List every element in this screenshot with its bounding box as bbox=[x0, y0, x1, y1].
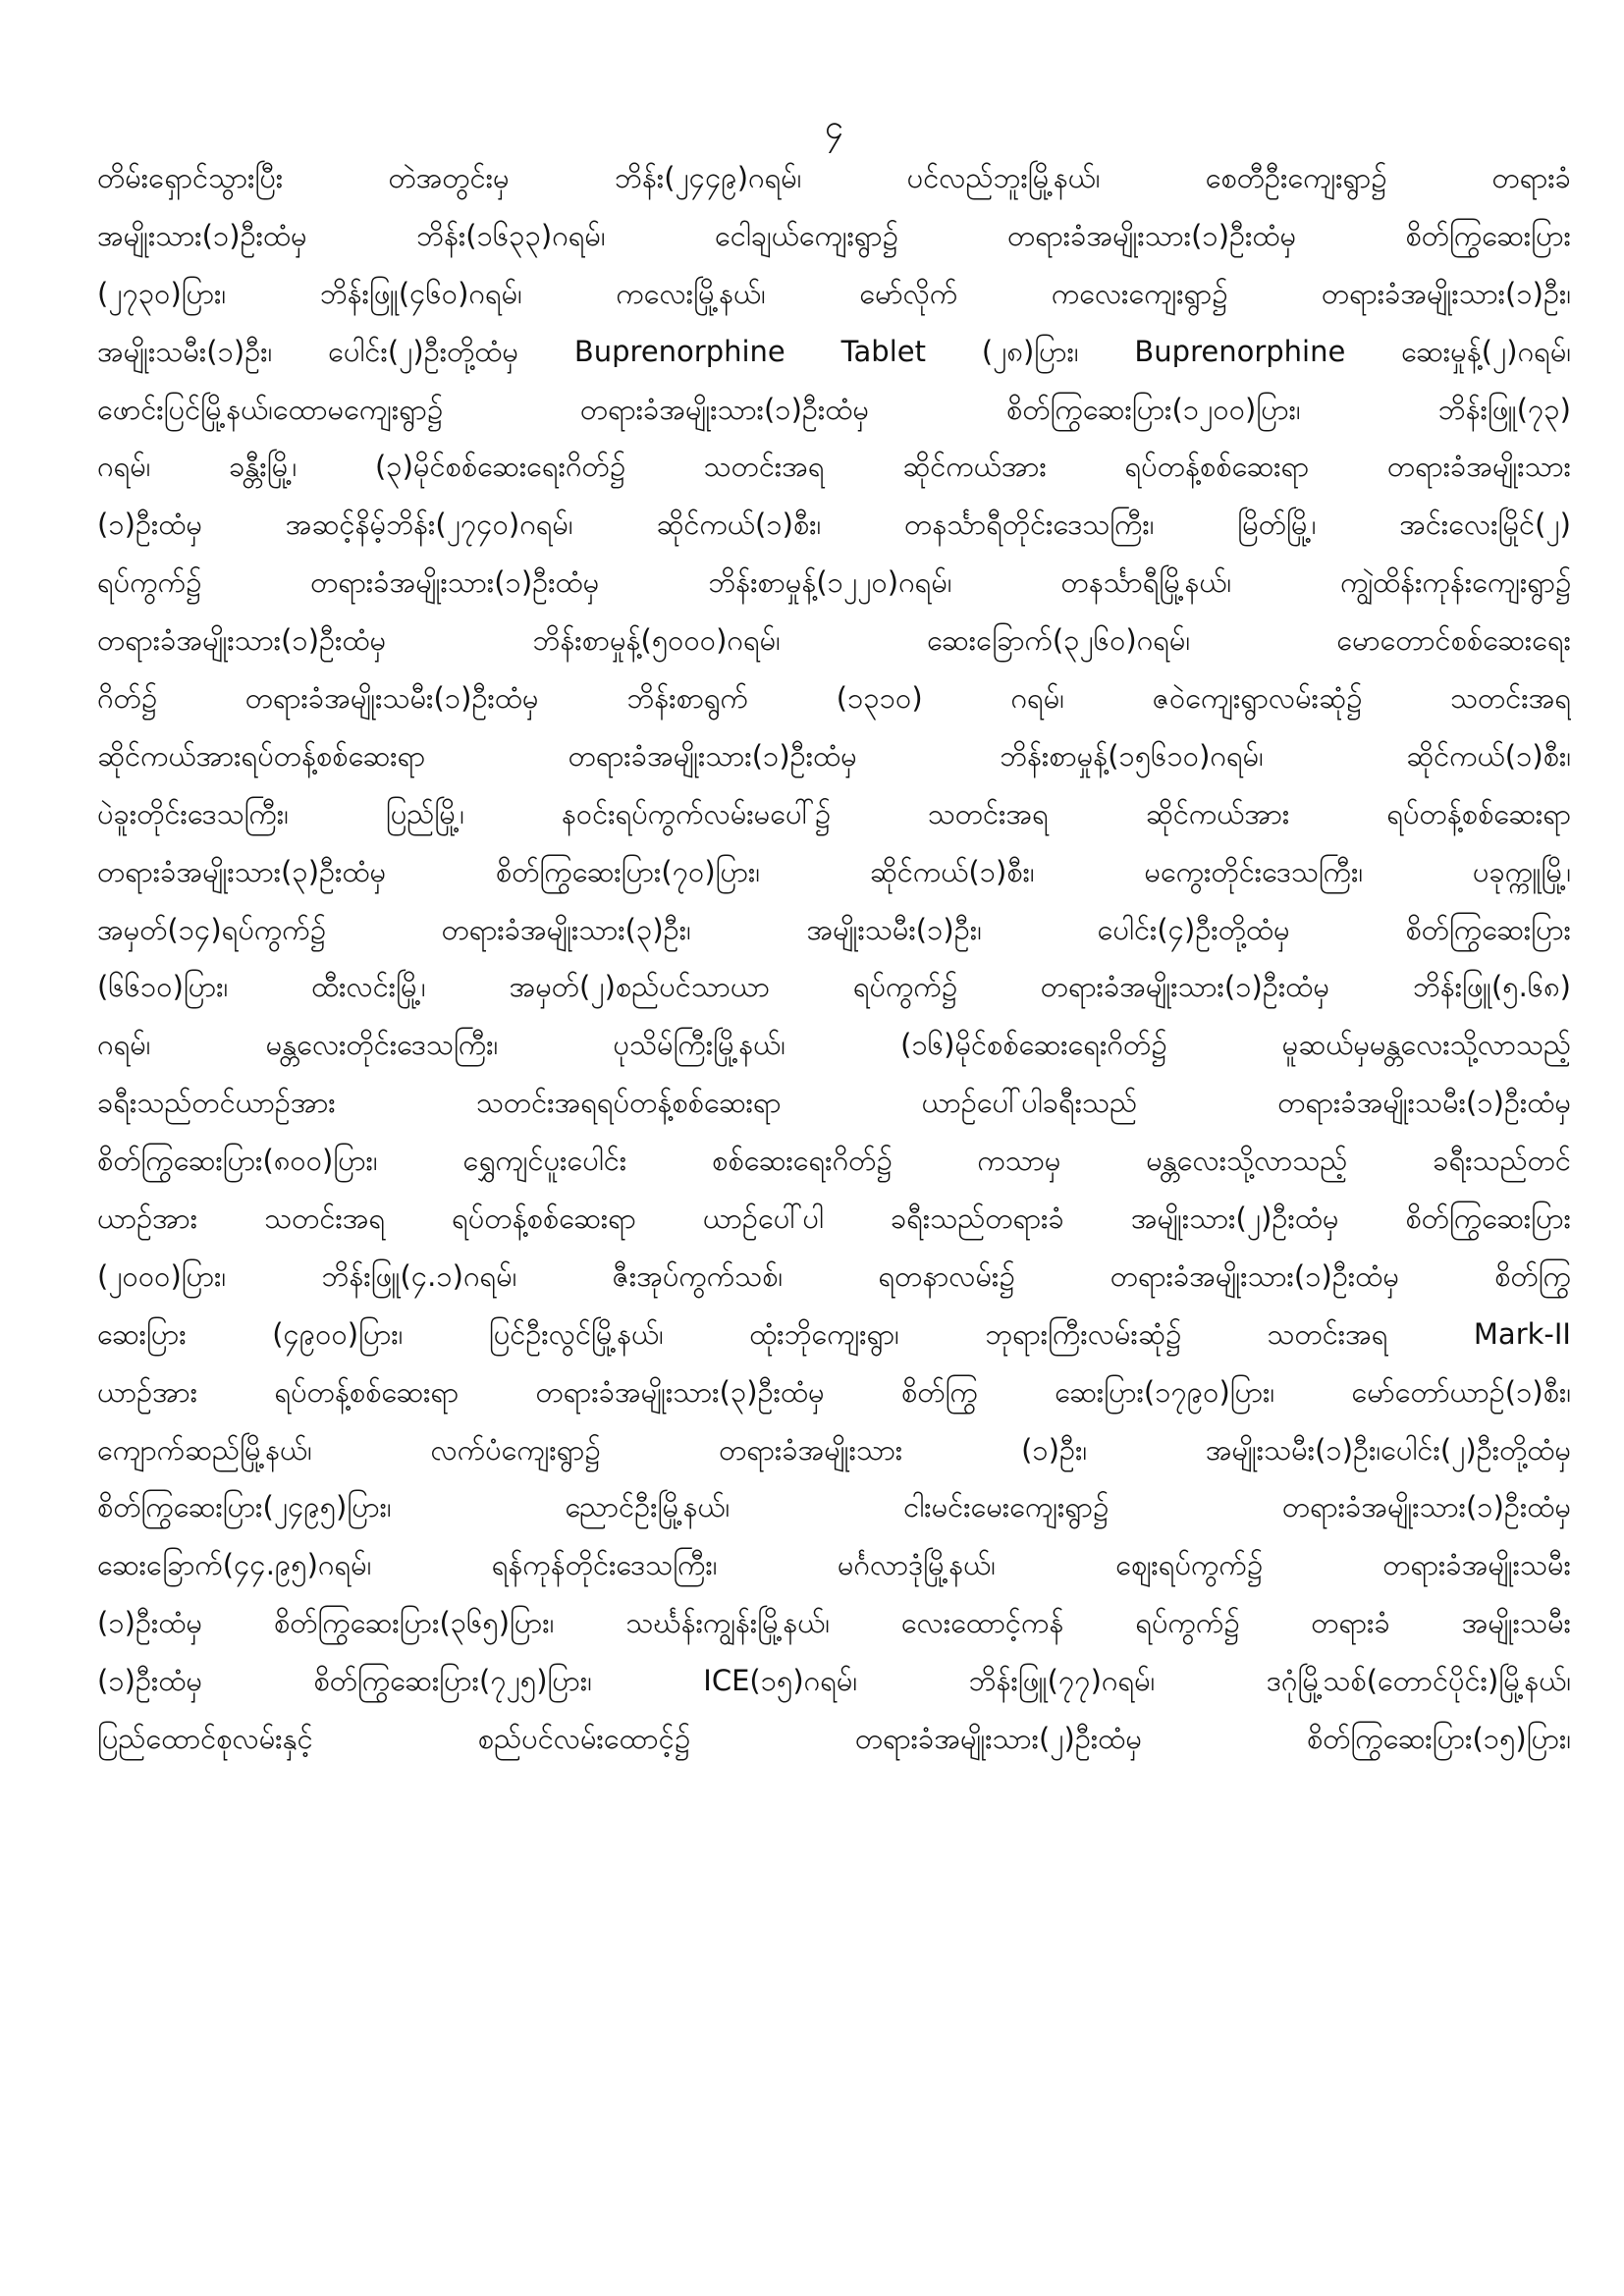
text-line: ရပ်ကွက်၌ တရားခံအမျိုးသား(၁)ဦးထံမှ ဘိန်းစာမှုန့်(၁၂၂၀)ဂရမ်၊ တနင်္သာရီမြို့နယ်၊ ကျွဲထိန်းကုန်းကျေးရွာ၌ bbox=[97, 565, 1571, 600]
text-line: တိမ်းရှောင်သွားပြီး တဲအတွင်းမှ ဘိန်း(၂၄၄၉)ဂရမ်၊ ပင်လည်ဘူးမြို့နယ်၊ စေတီဦးကျေးရွာ၌ တရားခံ bbox=[97, 161, 1571, 194]
text-line: ယာဉ်အား ရပ်တန့်စစ်ဆေးရာ တရားခံအမျိုးသား(၃)ဦးထံမှ စိတ်ကြွ ဆေးပြား(၁၇၉၀)ပြား၊ မော်တော်ယာဉ်(၁)စီး၊ bbox=[97, 1374, 1571, 1409]
text-line: (၁)ဦးထံမှ စိတ်ကြွဆေးပြား(၇၂၅)ပြား၊ ICE(၁၅)ဂရမ်၊ ဘိန်းဖြူ(၇၇)ဂရမ်၊ ဒဂုံမြို့သစ်(တောင်ပိုင်း)မြို့နယ်၊ bbox=[97, 1664, 1571, 1698]
text-line: ကျောက်ဆည်မြို့နယ်၊ လက်ပံကျေးရွာ၌ တရားခံအမျိုးသား (၁)ဦး၊ အမျိုးသမီး(၁)ဦး၊ပေါင်း(၂)ဦးတို့ထံမှ bbox=[97, 1432, 1571, 1467]
text-line: (၁)ဦးထံမှ အဆင့်နိမ့်ဘိန်း(၂၇၄၀)ဂရမ်၊ ဆိုင်ကယ်(၁)စီး၊ တနင်္သာရီတိုင်းဒေသကြီး၊ မြိတ်မြို့၊ အင်းလေးမြိုင်(၂) bbox=[97, 507, 1571, 542]
text-line: ဂိတ်၌ တရားခံအမျိုးသမီး(၁)ဦးထံမှ ဘိန်းစာရွက် (၁၃၁၀) ဂရမ်၊ ဇဝဲကျေးရွာလမ်းဆုံ၌ သတင်းအရ bbox=[97, 681, 1571, 716]
text-line: ခရီးသည်တင်ယာဉ်အား သတင်းအရရပ်တန့်စစ်ဆေးရာ ယာဉ်ပေါ်ပါခရီးသည် တရားခံအမျိုးသမီး(၁)ဦးထံမှ bbox=[97, 1086, 1571, 1120]
text-line: ဂရမ်၊ မန္တလေးတိုင်းဒေသကြီး၊ ပုသိမ်ကြီးမြို့နယ်၊ (၁၆)မိုင်စစ်ဆေးရေးဂိတ်၌ မူဆယ်မှမန္တလေးသို့လာသည့် bbox=[97, 1028, 1571, 1062]
text-line: (၁)ဦးထံမှ စိတ်ကြွဆေးပြား(၃၆၅)ပြား၊ သင်္ဃန်းကျွန်းမြို့နယ်၊ လေးထောင့်ကန် ရပ်ကွက်၌ တရားခံ အမျိုးသမီး bbox=[97, 1606, 1571, 1640]
text-line: ဂရမ်၊ ခန္တီးမြို့၊ (၃)မိုင်စစ်ဆေးရေးဂိတ်၌ သတင်းအရ ဆိုင်ကယ်အား ရပ်တန့်စစ်ဆေးရာ တရားခံအမျိုးသား bbox=[97, 450, 1571, 484]
text-line: ယာဉ်အား သတင်းအရ ရပ်တန့်စစ်ဆေးရာ ယာဉ်ပေါ်ပါ ခရီးသည်တရားခံ အမျိုးသား(၂)ဦးထံမှ စိတ်ကြွဆေးပြား bbox=[97, 1201, 1571, 1236]
page-number: ၄ bbox=[824, 108, 844, 147]
text-line: အမျိုးသမီး(၁)ဦး၊ ပေါင်း(၂)ဦးတို့ထံမှ Buprenorphine Tablet (၂၈)ပြား၊ Buprenorphine ဆေးမှုန့်(၂)ဂရမ်၊ bbox=[97, 334, 1571, 368]
text-line: တရားခံအမျိုးသား(၁)ဦးထံမှ ဘိန်းစာမှုန့်(၅၀၀၀)ဂရမ်၊ ဆေးခြောက်(၃၂၆၀)ဂရမ်၊ မောတောင်စစ်ဆေးရေး bbox=[97, 623, 1571, 658]
text-line: ပဲခူးတိုင်းဒေသကြီး၊ ပြည်မြို့၊ နဝင်းရပ်ကွက်လမ်းမပေါ်၌ သတင်းအရ ဆိုင်ကယ်အား ရပ်တန့်စစ်ဆေးရာ bbox=[97, 796, 1571, 830]
text-line: တရားခံအမျိုးသား(၃)ဦးထံမှ စိတ်ကြွဆေးပြား(၇၀)ပြား၊ ဆိုင်ကယ်(၁)စီး၊ မကွေးတိုင်းဒေသကြီး၊ ပခုက္ကူမြို့၊ bbox=[97, 854, 1571, 888]
text-line: (၆၆၁၀)ပြား၊ ထီးလင်းမြို့၊ အမှတ်(၂)စည်ပင်သာယာ ရပ်ကွက်၌ တရားခံအမျိုးသား(၁)ဦးထံမှ ဘိန်းဖြူ(၅.၆၈) bbox=[97, 970, 1571, 1004]
text-line: ဆေးခြောက်(၄၄.၉၅)ဂရမ်၊ ရန်ကုန်တိုင်းဒေသကြီး၊ မင်္ဂလာဒုံမြို့နယ်၊ ဈေးရပ်ကွက်၌ တရားခံအမျိုးသမီး bbox=[97, 1548, 1571, 1582]
text-line: ဖောင်းပြင်မြို့နယ်၊ထောမကျေးရွာ၌ တရားခံအမျိုးသား(၁)ဦးထံမှ စိတ်ကြွဆေးပြား(၁၂၀၀)ပြား၊ ဘိန်းဖြူ(၇၃) bbox=[97, 392, 1571, 426]
text-line: ဆေးပြား (၄၉၀၀)ပြား၊ ပြင်ဦးလွင်မြို့နယ်၊ ထုံးဘိုကျေးရွာ၊ ဘုရားကြီးလမ်းဆုံ၌ သတင်းအရ Mark-II bbox=[97, 1316, 1571, 1351]
text-line: အမျိုးသား(၁)ဦးထံမှ ဘိန်း(၁၆၃၃)ဂရမ်၊ ငေါချယ်ကျေးရွာ၌ တရားခံအမျိုးသား(၁)ဦးထံမှ စိတ်ကြွဆေးပြား bbox=[97, 218, 1571, 252]
text-line: အမှတ်(၁၄)ရပ်ကွက်၌ တရားခံအမျိုးသား(၃)ဦး၊ အမျိုးသမီး(၁)ဦး၊ ပေါင်း(၄)ဦးတို့ထံမှ စိတ်ကြွဆေးပြား bbox=[97, 912, 1571, 946]
text-line: စိတ်ကြွဆေးပြား(၂၄၉၅)ပြား၊ ညောင်ဦးမြို့နယ်၊ ငါးမင်းမေးကျေးရွာ၌ တရားခံအမျိုးသား(၁)ဦးထံမှ bbox=[97, 1490, 1571, 1524]
text-line: ဆိုင်ကယ်အားရပ်တန့်စစ်ဆေးရာ တရားခံအမျိုးသား(၁)ဦးထံမှ ဘိန်းစာမှုန့်(၁၅၆၁၀)ဂရမ်၊ ဆိုင်ကယ်(၁)စီး၊ bbox=[97, 738, 1571, 773]
text-line: (၂၀၀၀)ပြား၊ ဘိန်းဖြူ(၄.၁)ဂရမ်၊ ဇီးအုပ်ကွက်သစ်၊ ရတနာလမ်း၌ တရားခံအမျိုးသား(၁)ဦးထံမှ စိတ်ကြွ bbox=[97, 1258, 1571, 1293]
text-line: (၂၇၃၀)ပြား၊ ဘိန်းဖြူ(၄၆၀)ဂရမ်၊ ကလေးမြို့နယ်၊ မော်လိုက် ကလေးကျေးရွာ၌ တရားခံအမျိုးသား(၁)ဦး၊ bbox=[97, 276, 1571, 310]
body-text bbox=[97, 149, 1571, 1768]
text-line: ပြည်ထောင်စုလမ်းနှင့် စည်ပင်လမ်းထောင့်၌ တရားခံအမျိုးသား(၂)ဦးထံမှ စိတ်ကြွဆေးပြား(၁၅)ပြား၊ bbox=[97, 1722, 1571, 1756]
text-line: စိတ်ကြွဆေးပြား(၈၀၀)ပြား၊ ရွှေကျင်ပူးပေါင်း စစ်ဆေးရေးဂိတ်၌ ကသာမှ မန္တလေးသို့လာသည့် ခရီးသည်တင် bbox=[97, 1144, 1571, 1178]
